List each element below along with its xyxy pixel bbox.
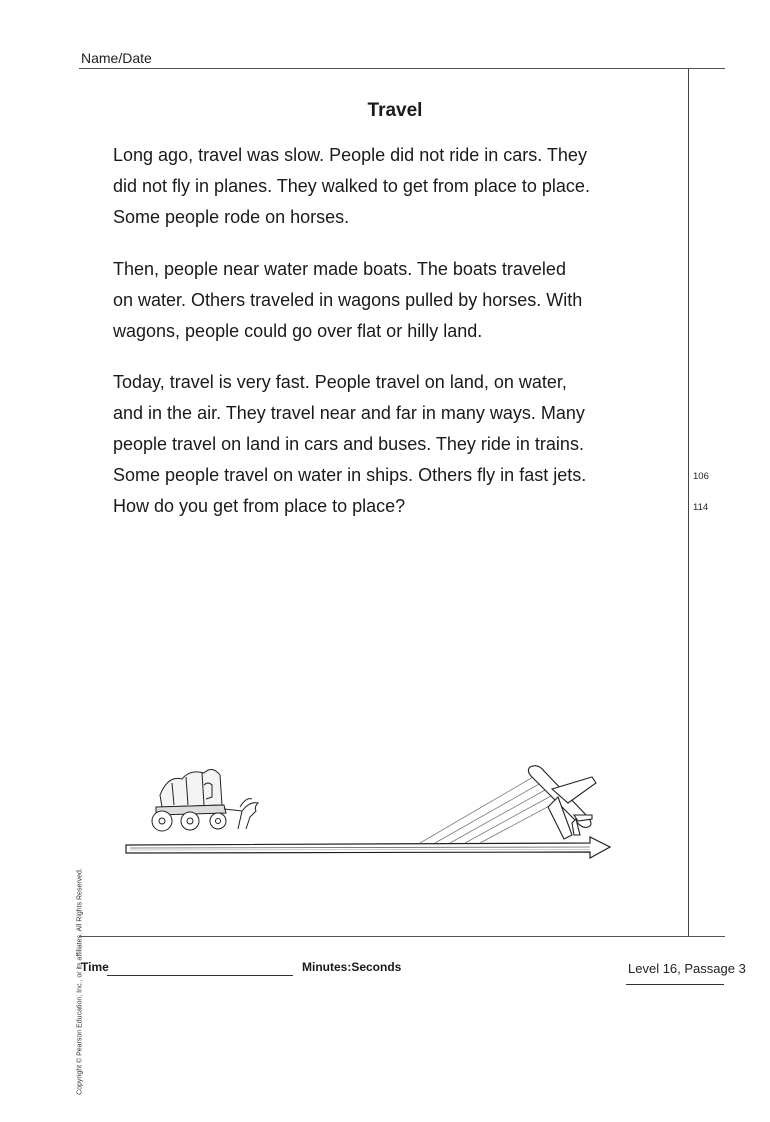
- paragraph-2: [113, 254, 673, 347]
- word-count: 106: [693, 471, 709, 482]
- time-label: Time: [81, 960, 109, 974]
- covered-wagon-icon: [152, 769, 258, 831]
- passage-line: Long ago, travel was slow. People did not ride in cars. They: [113, 145, 587, 165]
- copyright-notice: Copyright © Pearson Education, Inc., or its affiliates. All Rights Reserved.: [76, 868, 84, 1095]
- passage-line: wagons, people could go over flat or hilly land.: [113, 321, 483, 341]
- word-count: 114: [693, 502, 709, 513]
- passage-line: on water. Others traveled in wagons pulled by horses. With: [113, 290, 583, 310]
- passage-line: Some people rode on horses.: [113, 207, 350, 227]
- time-entry-line: [107, 975, 293, 976]
- level-passage-label: Level 16, Passage 3: [628, 961, 746, 976]
- paragraph-1: [113, 140, 673, 233]
- passage-line: did not fly in planes. They walked to get from place to place.: [113, 176, 590, 196]
- paragraph-3: [113, 367, 673, 522]
- minutes-seconds-label: Minutes:Seconds: [302, 960, 402, 974]
- passage-line: How do you get from place to place?: [113, 496, 406, 516]
- word-count-column-rule: [688, 68, 689, 936]
- passage-line: Then, people near water made boats. The boats traveled: [113, 259, 566, 279]
- passage-line: people travel on land in cars and buses. They ride in trains.: [113, 434, 584, 454]
- passage-title: Travel: [367, 100, 423, 121]
- passage-line: and in the air. They travel near and far in many ways. Many: [113, 403, 585, 423]
- passage-line: Some people travel on water in ships. Others fly in fast jets.: [113, 465, 587, 485]
- top-rule: [79, 68, 725, 69]
- level-underline: [626, 984, 724, 985]
- name-date-label: Name/Date: [81, 50, 152, 66]
- bottom-rule: [79, 936, 725, 937]
- travel-illustration: [120, 755, 620, 870]
- timeline-arrow-icon: [126, 837, 610, 858]
- passage-line: Today, travel is very fast. People travel on land, on water,: [113, 372, 567, 392]
